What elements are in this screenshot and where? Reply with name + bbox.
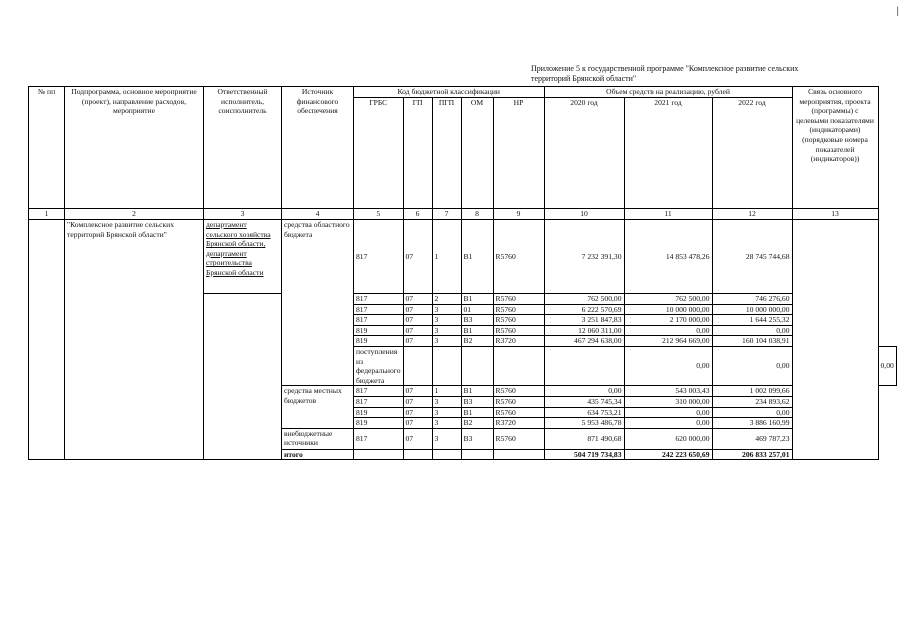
cell-om: В3 — [461, 428, 493, 449]
cell-2022: 0,00 — [712, 407, 792, 418]
cell-np: R5760 — [493, 428, 544, 449]
header-num: № пп — [29, 87, 65, 209]
header-grbs: ГРБС — [354, 98, 404, 209]
cell-om: В1 — [461, 407, 493, 418]
cell-pgp: 3 — [432, 428, 461, 449]
table-row — [29, 220, 897, 294]
cell-2020: 7 232 391,30 — [544, 220, 624, 294]
cell-np — [544, 346, 624, 385]
margin-mark: | — [896, 6, 899, 17]
cell-om — [493, 346, 544, 385]
cell-2021: 620 000,00 — [624, 428, 712, 449]
cell-2022: 0,00 — [712, 325, 792, 336]
cell-np: R3720 — [493, 336, 544, 347]
cell-2022: 10 000 000,00 — [712, 304, 792, 315]
row-number-cell — [29, 220, 65, 460]
program-name: "Комплексное развитие сельских территорий Брянской области" — [65, 220, 204, 460]
source-regional: средства областного бюджета — [282, 220, 354, 386]
cell-2021: 762 500,00 — [624, 294, 712, 305]
cell-om: В3 — [461, 396, 493, 407]
cell-gp: 07 — [403, 396, 432, 407]
column-number: 2 — [65, 209, 204, 220]
total-2020: 504 719 734,83 — [544, 449, 624, 460]
cell-np: R5760 — [493, 315, 544, 326]
cell-om: В1 — [461, 294, 493, 305]
column-number: 12 — [712, 209, 792, 220]
cell-grbs: 819 — [354, 407, 404, 418]
appendix-caption: Приложение 5 к государственной программе "Комплексное развитие сельских территорий Брянской области" — [531, 64, 799, 83]
cell-pgp: 3 — [432, 418, 461, 429]
column-number: 4 — [282, 209, 354, 220]
cell-pgp: 2 — [432, 294, 461, 305]
cell-2022: 469 787,23 — [712, 428, 792, 449]
cell-2020: 0,00 — [624, 346, 712, 385]
cell-np: R5760 — [493, 386, 544, 397]
column-number-row — [29, 209, 897, 220]
cell-grbs: 817 — [354, 220, 404, 294]
cell-om: В3 — [461, 315, 493, 326]
cell-2020: 634 753,21 — [544, 407, 624, 418]
column-number: 5 — [354, 209, 404, 220]
cell-pgp: 3 — [432, 325, 461, 336]
cell-np: R5760 — [493, 325, 544, 336]
cell-grbs: 817 — [354, 304, 404, 315]
cell-np: R5760 — [493, 304, 544, 315]
cell-2020: 762 500,00 — [544, 294, 624, 305]
cell-2022: 160 104 038,91 — [712, 336, 792, 347]
column-number: 10 — [544, 209, 624, 220]
cell-pgp: 1 — [432, 386, 461, 397]
column-number: 3 — [204, 209, 282, 220]
cell-2021: 0,00 — [624, 418, 712, 429]
cell-2022: 3 886 160,99 — [712, 418, 792, 429]
cell-2021: 0,00 — [624, 407, 712, 418]
cell-gp: 07 — [403, 304, 432, 315]
cell-grbs: 817 — [354, 396, 404, 407]
cell-om — [461, 449, 493, 460]
cell-grbs: 819 — [354, 336, 404, 347]
header-budget-code: Код бюджетной классификации — [354, 87, 545, 98]
cell-pgp: 3 — [432, 336, 461, 347]
cell-pgp — [461, 346, 493, 385]
cell-gp: 07 — [403, 294, 432, 305]
cell-grbs: 817 — [354, 386, 404, 397]
responsible-text: департамент сельского хозяйства Брянской области, департамент строительства Брянской области — [206, 220, 271, 277]
cell-2022: 234 893,62 — [712, 396, 792, 407]
cell-grbs: 817 — [354, 315, 404, 326]
cell-2022: 746 276,60 — [712, 294, 792, 305]
cell-2020: 435 745,34 — [544, 396, 624, 407]
cell-np: R5760 — [493, 396, 544, 407]
cell-pgp: 3 — [432, 407, 461, 418]
responsible-executor — [204, 220, 282, 294]
cell-2021: 0,00 — [712, 346, 792, 385]
cell-gp: 07 — [403, 418, 432, 429]
cell-grbs: 817 — [354, 294, 404, 305]
cell-np: R5760 — [493, 407, 544, 418]
cell-np — [493, 449, 544, 460]
cell-2021: 0,00 — [624, 325, 712, 336]
cell-2021: 543 003,43 — [624, 386, 712, 397]
column-number: 9 — [493, 209, 544, 220]
header-row-1 — [29, 87, 897, 98]
cell-2022: 1 644 255,32 — [712, 315, 792, 326]
cell-gp — [403, 449, 432, 460]
source-offbudget: внебюджетные источники — [282, 428, 354, 449]
cell-pgp: 1 — [432, 220, 461, 294]
cell-gp: 07 — [403, 315, 432, 326]
header-link: Связь основного мероприятия, проекта (программы) с целевыми показателями (индикаторами) (порядковые номера показателей (индикаторов)) — [792, 87, 878, 209]
cell-grbs: 817 — [354, 428, 404, 449]
cell-2022: 1 002 099,66 — [712, 386, 792, 397]
header-gp: ГП — [403, 98, 432, 209]
cell-2021: 10 000 000,00 — [624, 304, 712, 315]
cell-gp: 07 — [403, 220, 432, 294]
cell-2020: 467 294 638,00 — [544, 336, 624, 347]
cell-pgp: 3 — [432, 315, 461, 326]
cell-np: R3720 — [493, 418, 544, 429]
column-number: 11 — [624, 209, 712, 220]
cell-np: R5760 — [493, 294, 544, 305]
responsible-empty — [204, 294, 282, 460]
column-number: 7 — [432, 209, 461, 220]
cell-2020: 871 490,68 — [544, 428, 624, 449]
header-2020: 2020 год — [544, 98, 624, 209]
header-source: Источник финансового обеспечения — [282, 87, 354, 209]
source-federal: поступления из федерального бюджета — [354, 346, 404, 385]
cell-grbs — [403, 346, 432, 385]
total-2021: 242 223 650,69 — [624, 449, 712, 460]
source-local: средства местных бюджетов — [282, 386, 354, 428]
column-number: 6 — [403, 209, 432, 220]
header-om: ОМ — [461, 98, 493, 209]
cell-2022: 28 745 744,68 — [712, 220, 792, 294]
cell-gp: 07 — [403, 407, 432, 418]
cell-2022: 0,00 — [878, 346, 896, 385]
header-2022: 2022 год — [712, 98, 792, 209]
header-volume: Объем средств на реализацию, рублей — [544, 87, 792, 98]
header-pgp: ПГП — [432, 98, 461, 209]
cell-grbs: 819 — [354, 325, 404, 336]
cell-gp: 07 — [403, 336, 432, 347]
header-2021: 2021 год — [624, 98, 712, 209]
total-2022: 206 833 257,01 — [712, 449, 792, 460]
indicator-link-cell — [792, 220, 878, 460]
cell-om: В1 — [461, 386, 493, 397]
cell-om: В2 — [461, 418, 493, 429]
header-responsible: Ответственный исполнитель, соисполнитель — [204, 87, 282, 209]
header-subprogram: Подпрограмма, основное мероприятие (проект), направление расходов, мероприятие — [65, 87, 204, 209]
cell-2020: 0,00 — [544, 386, 624, 397]
cell-grbs: 819 — [354, 418, 404, 429]
cell-np: R5760 — [493, 220, 544, 294]
cell-pgp: 3 — [432, 304, 461, 315]
cell-2020: 3 251 847,83 — [544, 315, 624, 326]
cell-om: В2 — [461, 336, 493, 347]
source-total: итого — [282, 449, 354, 460]
cell-pgp — [432, 449, 461, 460]
cell-om: 01 — [461, 304, 493, 315]
cell-gp: 07 — [403, 428, 432, 449]
header-np: НР — [493, 98, 544, 209]
cell-om: В1 — [461, 220, 493, 294]
cell-pgp: 3 — [432, 396, 461, 407]
cell-2020: 12 060 311,00 — [544, 325, 624, 336]
cell-gp — [432, 346, 461, 385]
cell-2020: 6 222 570,69 — [544, 304, 624, 315]
cell-2021: 310 000,00 — [624, 396, 712, 407]
cell-2021: 2 170 000,00 — [624, 315, 712, 326]
column-number: 13 — [792, 209, 878, 220]
cell-gp: 07 — [403, 325, 432, 336]
column-number: 1 — [29, 209, 65, 220]
column-number: 8 — [461, 209, 493, 220]
cell-gp: 07 — [403, 386, 432, 397]
cell-2020: 5 953 486,78 — [544, 418, 624, 429]
budget-table — [28, 86, 897, 460]
cell-2021: 212 964 669,00 — [624, 336, 712, 347]
cell-grbs — [354, 449, 404, 460]
cell-om: В1 — [461, 325, 493, 336]
cell-2021: 14 853 478,26 — [624, 220, 712, 294]
